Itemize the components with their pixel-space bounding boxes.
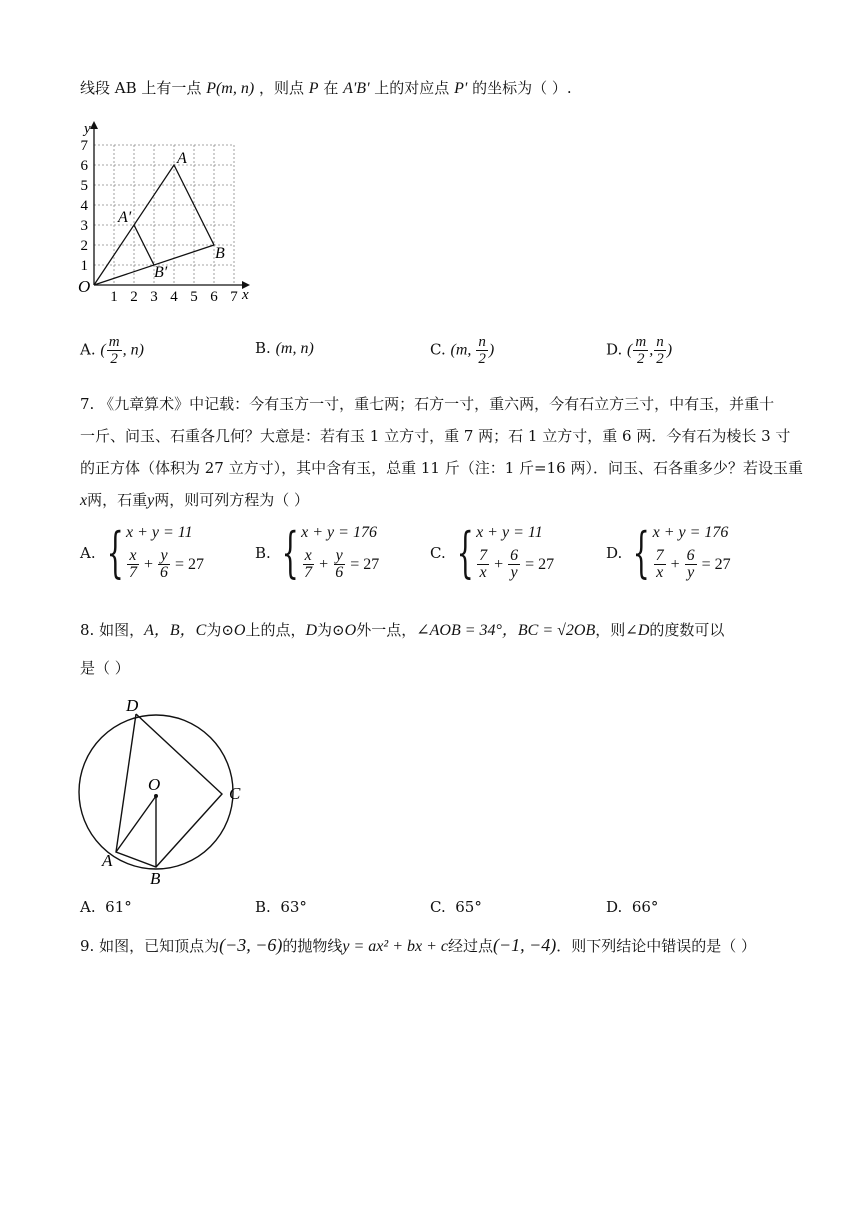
q6-stem [80, 78, 572, 99]
q7-line-4 [80, 490, 309, 511]
letter-p-prime: P' [454, 80, 468, 97]
denominator: 2 [656, 351, 664, 367]
point-p: P(m, n) [206, 80, 255, 97]
x-tick: 4 [170, 289, 178, 305]
var-y: y [147, 492, 155, 509]
q8-text: 8. 如图， [80, 621, 145, 639]
equation-2: $\frac{7}{x}$ + $\frac{6}{y}$ = 27 [479, 547, 555, 581]
numerator: n [478, 334, 486, 350]
angle-d: D [637, 622, 650, 639]
q6-stem-text: 上的对应点 [374, 79, 450, 97]
x-tick: 3 [150, 289, 158, 305]
option-rest: , n) [122, 341, 144, 359]
label-b: B [150, 869, 161, 888]
q6-option-a[interactable] [80, 334, 144, 367]
q7-option-d[interactable] [606, 520, 731, 584]
letter-p: P [308, 80, 319, 97]
q8-option-d[interactable] [606, 897, 658, 917]
denominator: x [479, 564, 487, 581]
x-tick-labels [110, 289, 238, 305]
q6-coordinate-figure [74, 115, 260, 305]
center-o: O [233, 622, 246, 639]
q8-option-c[interactable] [430, 897, 482, 917]
option-letter: B. [255, 898, 271, 916]
numerator: m [635, 334, 647, 350]
rhs: = 27 [175, 555, 205, 573]
y-tick: 3 [80, 218, 88, 234]
q7-option-c[interactable] [430, 520, 555, 584]
option-letter: C. [430, 543, 446, 562]
option-comma: , [649, 341, 654, 359]
y-tick: 2 [80, 238, 88, 254]
option-text: (m, n) [275, 340, 314, 357]
equation-2: $\frac{7}{x}$ + $\frac{6}{y}$ = 27 [655, 547, 731, 581]
point-b1-label: B′ [154, 264, 168, 281]
point-a-label: A [177, 150, 187, 167]
equation-1: x + y = 176 [652, 524, 729, 541]
label-a: A [102, 851, 113, 870]
vertex-coords: (−3, −6) [219, 935, 283, 955]
brace-icon: { [632, 520, 651, 584]
equation-system [126, 524, 204, 581]
numerator: x [129, 547, 137, 564]
option-text: 66° [631, 898, 659, 916]
q8-option-b[interactable] [255, 897, 307, 917]
denominator: 2 [637, 351, 645, 367]
points-abc: A，B，C [144, 622, 207, 639]
option-letter: D. [606, 898, 623, 916]
q9-line-1 [80, 935, 756, 957]
q8-condition: ∠AOB = 34°，BC = √2OB [416, 622, 596, 639]
brace-icon: { [281, 520, 299, 584]
q8-text: 外一点， [356, 621, 417, 639]
q7-option-a[interactable] [80, 520, 205, 584]
center-o: O [344, 622, 357, 639]
point-d: D [305, 622, 318, 639]
origin-label: O [78, 277, 91, 296]
center-dot [154, 794, 158, 798]
q6-option-c[interactable] [430, 334, 494, 367]
q7-line-1: 7. 《九章算术》中记载：今有玉方一寸，重七两；石方一寸，重六两，今有石立方三寸，中有玉，并重十 [80, 395, 775, 413]
equation-system [301, 524, 379, 581]
numerator: 6 [510, 547, 519, 564]
y-axis-arrow [90, 121, 98, 129]
numerator: y [335, 547, 343, 564]
option-text: 63° [280, 898, 307, 916]
fraction [654, 334, 666, 367]
q6-stem-text: ，则点 [258, 79, 304, 97]
option-paren: ( [627, 341, 633, 359]
q8-text: 为⊙ [317, 621, 345, 639]
equation-1: x + y = 176 [301, 524, 377, 541]
q9-text: 9. 如图，已知顶点为 [80, 937, 220, 955]
numerator: y [160, 547, 168, 564]
x-tick: 6 [210, 289, 218, 305]
x-tick: 5 [190, 289, 198, 305]
equation-1: x + y = 11 [476, 524, 543, 541]
y-tick-labels [81, 138, 89, 274]
option-letter: A. [80, 340, 96, 359]
equation-system [653, 524, 731, 581]
equation-2: $\frac{x}{7}$ + $\frac{y}{6}$ = 27 [304, 547, 380, 581]
rhs: = 27 [350, 555, 380, 573]
denominator: x [656, 564, 664, 581]
q6-stem-text: 的坐标为（ ）. [472, 79, 572, 97]
fraction [633, 334, 648, 367]
x-tick: 7 [230, 289, 238, 305]
option-letter: D. [606, 543, 623, 562]
var-x: x [80, 492, 88, 509]
q6-stem-text: 在 [323, 79, 339, 97]
numerator: 6 [686, 547, 695, 564]
q6-option-d[interactable] [606, 334, 672, 367]
x-axis-label: x [242, 287, 249, 303]
option-letter: B. [255, 543, 271, 562]
q7-line-3: 的正方体（体积为 27 立方寸），其中含有玉，总重 11 斤（注：1 斤=16 两）．问玉、石各重多少？若设玉重 [80, 459, 803, 477]
denominator: 7 [128, 564, 137, 581]
label-c: C [229, 784, 241, 803]
q8-text: 的度数可以 [649, 621, 725, 639]
point-b-label: B [215, 245, 225, 262]
quadrilateral-dcba [116, 714, 222, 867]
option-paren: (m, [450, 341, 476, 359]
option-letter: B. [255, 339, 271, 357]
q8-text: 为⊙ [206, 621, 234, 639]
numerator: 7 [479, 547, 488, 564]
denominator: y [687, 564, 695, 581]
point-a1-label: A′ [118, 209, 132, 226]
q7-text: 两，石重 [87, 491, 148, 509]
q7-option-b[interactable] [255, 520, 380, 584]
fraction [476, 334, 488, 367]
option-text: 61° [105, 898, 132, 916]
rhs: = 27 [525, 555, 555, 573]
fraction [107, 334, 122, 367]
denominator: 7 [304, 564, 313, 581]
option-letter: C. [430, 898, 446, 916]
y-tick: 4 [80, 198, 88, 214]
segment-a1b1: A'B' [343, 80, 370, 97]
q8-line-1 [80, 620, 724, 641]
numerator: m [108, 334, 120, 350]
option-letter: D. [606, 340, 623, 359]
option-letter: A. [80, 543, 96, 562]
x-tick: 1 [110, 289, 118, 305]
q8-text: 上的点， [245, 621, 306, 639]
denominator: 6 [160, 564, 168, 581]
option-paren: ( [100, 341, 106, 359]
denominator: 2 [478, 351, 486, 367]
equation-system [476, 524, 554, 581]
q9-text: 的抛物线 [282, 937, 343, 955]
q6-stem-text: 线段 AB 上有一点 [80, 79, 202, 97]
numerator: x [304, 547, 312, 564]
label-d: D [126, 696, 139, 715]
option-rest: ) [666, 341, 673, 359]
brace-icon: { [456, 520, 474, 584]
q8-line-2: 是（ ） [80, 659, 130, 677]
q9-text: ．则下列结论中错误的是（ ） [556, 937, 757, 955]
x-tick: 2 [130, 289, 138, 305]
option-letter: C. [430, 340, 446, 359]
brace-icon: { [106, 520, 124, 584]
equation-2: $\frac{x}{7}$ + $\frac{y}{6}$ = 27 [128, 547, 205, 581]
y-tick: 5 [80, 178, 88, 194]
label-o: O [148, 775, 161, 794]
option-letter: A. [80, 898, 96, 916]
denominator: y [510, 564, 518, 581]
y-tick: 6 [80, 158, 88, 174]
q9-text: 经过点 [447, 937, 493, 955]
numerator: n [656, 334, 664, 350]
q7-line-2: 一斤、问玉、石重各几何？大意是：若有玉 1 立方寸，重 7 两；石 1 立方寸，重 6 两．今有石为棱长 3 寸 [80, 427, 791, 445]
q6-option-b[interactable] [255, 338, 314, 359]
q8-option-a[interactable] [80, 897, 132, 917]
y-axis-label: y [84, 121, 91, 137]
y-tick: 1 [80, 258, 88, 274]
q7-text: 两，则可列方程为（ ） [154, 491, 310, 509]
option-text: 65° [455, 898, 482, 916]
numerator: 7 [655, 547, 664, 564]
denominator: 2 [110, 351, 118, 367]
parabola-equation: y = ax² + bx + c [342, 938, 448, 955]
denominator: 6 [335, 564, 344, 581]
option-rest: ) [488, 341, 495, 359]
q8-text: ，则∠ [595, 621, 638, 639]
q8-circle-figure [74, 692, 254, 888]
equation-1: x + y = 11 [125, 524, 193, 541]
y-tick: 7 [80, 138, 88, 154]
rhs: = 27 [701, 555, 731, 573]
point-coords: (−1, −4) [493, 935, 557, 955]
